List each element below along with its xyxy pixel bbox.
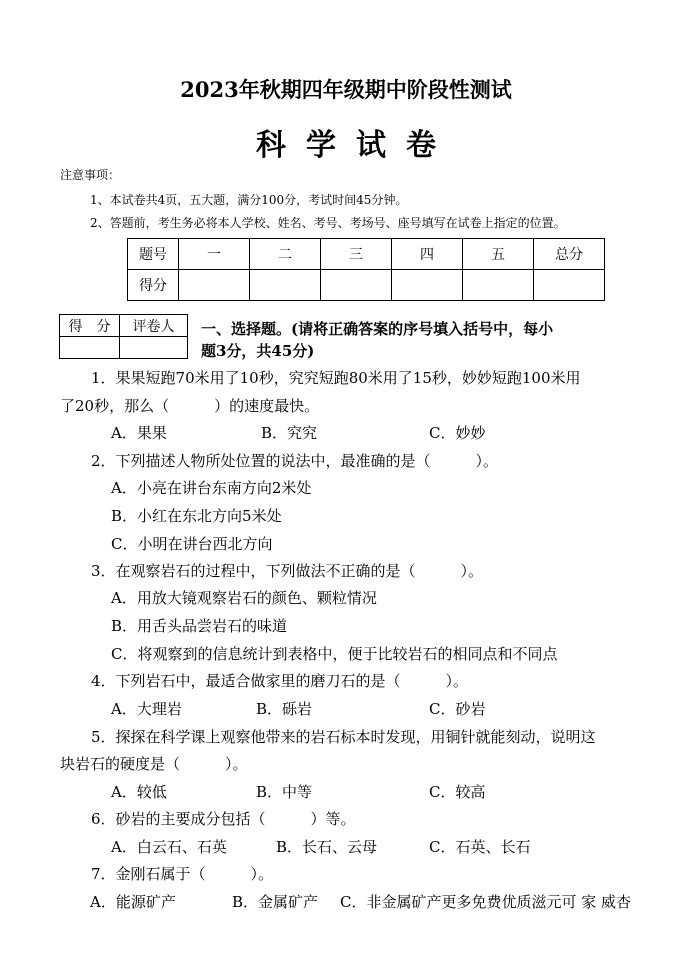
score-table-header-cell: 二	[250, 239, 321, 270]
q1-option-c: C．妙妙	[429, 424, 486, 442]
q7-option-b: B．金属矿产	[232, 893, 319, 911]
score-cell[interactable]	[463, 270, 534, 301]
section-heading: 一、选择题。(请将正确答案的序号填入括号中，每小	[201, 320, 554, 338]
q2-option-a: A．小亮在讲台东南方向2米处	[111, 479, 312, 497]
grader-box	[59, 314, 188, 359]
question-4: 4．下列岩石中，最适合做家里的磨刀石的是（ ）。	[91, 672, 469, 690]
exam-title: 2023年秋期四年级期中阶段性测试	[180, 77, 512, 102]
score-row-label: 得分	[128, 270, 179, 301]
q2-option-b: B．小红在东北方向5米处	[111, 507, 282, 525]
q2-option-c: C．小明在讲台西北方向	[111, 535, 273, 553]
score-cell[interactable]	[321, 270, 392, 301]
score-cell[interactable]	[179, 270, 250, 301]
q3-option-b: B．用舌头品尝岩石的味道	[111, 617, 288, 635]
question-5: 5．探探在科学课上观察他带来的岩石标本时发现，用铜针就能刻动，说明这	[91, 728, 596, 746]
q4-option-b: B．砾岩	[256, 700, 313, 718]
score-table-header-cell: 题号	[128, 239, 179, 270]
question-1-cont: 了20秒，那么（ ）的速度最快。	[60, 397, 320, 415]
q4-option-a: A．大理岩	[111, 700, 182, 718]
question-2: 2．下列描述人物所处位置的说法中，最准确的是（ ）。	[91, 452, 499, 470]
q4-option-c: C．砂岩	[429, 700, 486, 718]
score-table-header-cell: 三	[321, 239, 392, 270]
note-item-1: 1、本试卷共4页，五大题，满分100分，考试时间45分钟。	[90, 193, 408, 207]
question-6: 6．砂岩的主要成分包括（ ）等。	[91, 810, 356, 828]
q3-option-c: C．将观察到的信息统计到表格中，便于比较岩石的相同点和不同点	[111, 645, 558, 663]
score-table-score-row	[128, 270, 605, 301]
score-table-header-cell: 一	[179, 239, 250, 270]
question-1: 1．果果短跑70米用了10秒，究究短跑80米用了15秒，妙妙短跑100米用	[91, 369, 581, 387]
score-table-header-cell: 五	[463, 239, 534, 270]
score-table-header-row	[128, 239, 605, 270]
grader-name-label: 评卷人	[120, 315, 188, 337]
q6-option-c: C．石英、长石	[429, 838, 531, 856]
score-cell[interactable]	[250, 270, 321, 301]
q1-option-a: A．果果	[111, 424, 167, 442]
question-7: 7．金刚石属于（ ）。	[91, 865, 274, 883]
score-cell[interactable]	[534, 270, 605, 301]
score-cell[interactable]	[392, 270, 463, 301]
q6-option-b: B．长石、云母	[276, 838, 378, 856]
exam-subject: 科学试卷	[256, 128, 456, 163]
note-item-2: 2、答题前，考生务必将本人学校、姓名、考号、考场号、座号填写在试卷上指定的位置。	[90, 216, 566, 230]
section-heading-cont: 题3分，共45分)	[201, 342, 315, 360]
question-5-cont: 块岩石的硬度是（ ）。	[60, 755, 248, 773]
q5-option-a: A．较低	[111, 783, 167, 801]
grader-score-label: 得 分	[60, 315, 120, 337]
notes-heading: 注意事项：	[60, 168, 121, 182]
q7-option-a: A．能源矿产	[90, 893, 176, 911]
q5-option-b: B．中等	[256, 783, 313, 801]
q5-option-c: C．较高	[429, 783, 486, 801]
q7-option-c: C．非金属矿产更多免费优质滋元可 家 威杏	[340, 893, 632, 911]
score-table	[127, 238, 605, 301]
q6-option-a: A．白云石、石英	[111, 838, 227, 856]
grader-name-cell[interactable]	[120, 337, 188, 359]
grader-score-cell[interactable]	[60, 337, 120, 359]
q3-option-a: A．用放大镜观察岩石的颜色、颗粒情况	[111, 589, 377, 607]
score-table-header-cell: 四	[392, 239, 463, 270]
q1-option-b: B．究究	[261, 424, 318, 442]
score-table-header-cell: 总分	[534, 239, 605, 270]
question-3: 3．在观察岩石的过程中，下列做法不正确的是（ ）。	[91, 562, 484, 580]
